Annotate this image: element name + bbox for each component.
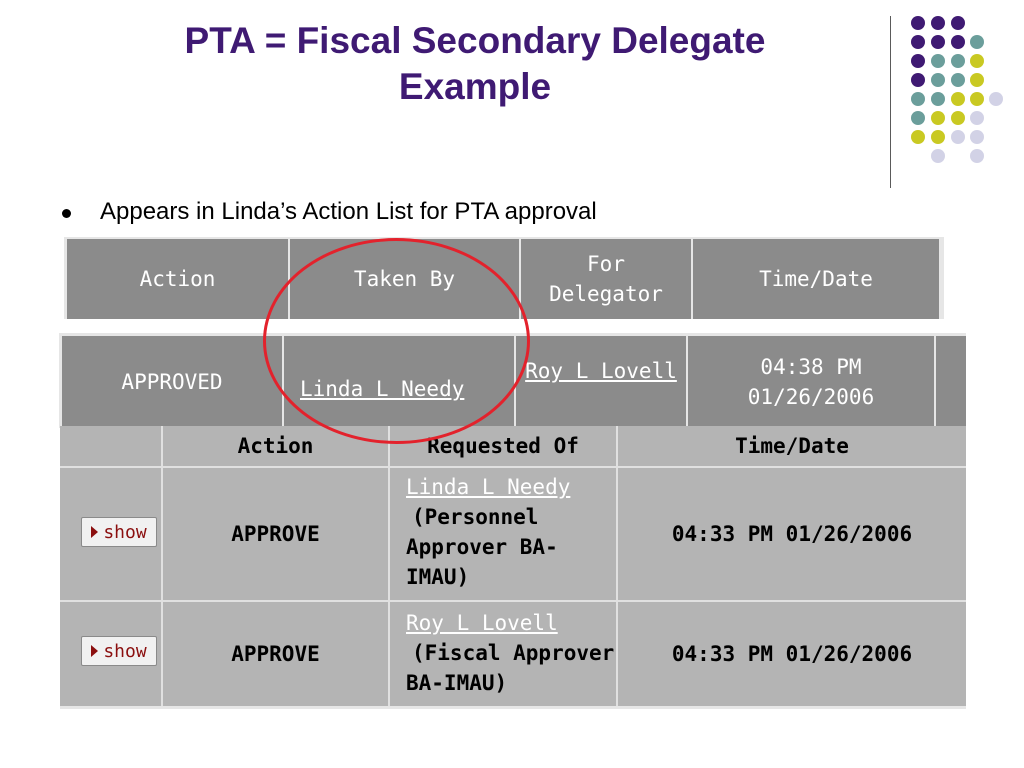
dot [911,16,925,30]
dot [951,54,965,68]
requested-of-role-line-1: (Fiscal Approver [412,641,615,665]
show-button-label: show [103,521,147,543]
action-history-header [64,237,944,319]
dot [931,149,945,163]
dot [931,111,945,125]
requested-of-cell [406,608,616,706]
taken-by-cell [284,336,514,428]
dot [970,73,984,87]
dot [931,54,945,68]
request-time-date: 04:33 PM 01/26/2006 [671,642,913,666]
show-button-label: show [103,640,147,662]
table-bottom-border [60,706,966,709]
bullet-text: Appears in Linda’s Action List for PTA approval [100,198,597,225]
header-action: Action [139,267,216,291]
request-time-date: 04:33 PM 01/26/2006 [671,522,913,546]
taken-by-link[interactable]: Linda L Needy [300,377,465,401]
approved-action-row [59,333,966,428]
request-action: APPROVE [231,642,320,666]
bullet-dot-icon [62,209,71,218]
requests-header-action: Action [237,434,314,458]
dot [970,130,984,144]
requests-table [60,426,966,706]
dot [931,73,945,87]
slide-title-line-1: PTA = Fiscal Secondary Delegate [184,20,766,61]
dot [931,35,945,49]
dot [970,54,984,68]
column-divider [388,426,390,706]
header-for-delegator [521,239,691,319]
requested-of-role-line-2: Approver BA- [406,535,558,559]
requested-of-cell [406,472,616,600]
dot [970,149,984,163]
requests-header-time-date: Time/Date [735,434,849,458]
column-divider [939,239,941,319]
requests-header-requested-of: Requested Of [427,434,579,458]
dot [951,35,965,49]
header-for-delegator-line-1: For [587,252,625,276]
header-taken-by: Taken By [353,267,456,291]
show-button[interactable] [81,517,157,547]
dot [931,16,945,30]
dot [989,92,1003,106]
dot [911,35,925,49]
dot [951,130,965,144]
dot [931,130,945,144]
dot [911,54,925,68]
expand-arrow-icon [91,645,98,657]
dot [970,92,984,106]
dot [911,73,925,87]
header-for-delegator-line-2: Delegator [549,282,663,306]
approved-date: 01/26/2006 [747,385,875,409]
requested-of-role-line-2: BA-IMAU) [406,671,508,695]
dot [931,92,945,106]
dot [970,111,984,125]
approved-time-date [688,336,934,428]
dot [951,73,965,87]
dot [911,92,925,106]
request-action: APPROVE [231,522,320,546]
expand-arrow-icon [91,526,98,538]
requested-of-link[interactable]: Roy L Lovell [406,611,558,635]
column-divider [934,336,936,428]
slide-title-line-2: Example [398,66,552,107]
approved-action: APPROVED [121,370,223,394]
for-delegator-cell [516,336,686,428]
header-time-date: Time/Date [759,267,873,291]
dot [911,130,925,144]
show-button[interactable] [81,636,157,666]
requested-of-link[interactable]: Linda L Needy [406,475,571,499]
dot [951,92,965,106]
requested-of-role-line-1: (Personnel [412,505,539,529]
dot [951,111,965,125]
requested-of-role-line-3: IMAU) [406,565,470,589]
dot [970,35,984,49]
approved-time: 04:38 PM [760,355,862,379]
decorative-dot-grid [0,0,1024,180]
dot [911,111,925,125]
dot [951,16,965,30]
for-delegator-link[interactable]: Roy L Lovell [525,359,677,383]
